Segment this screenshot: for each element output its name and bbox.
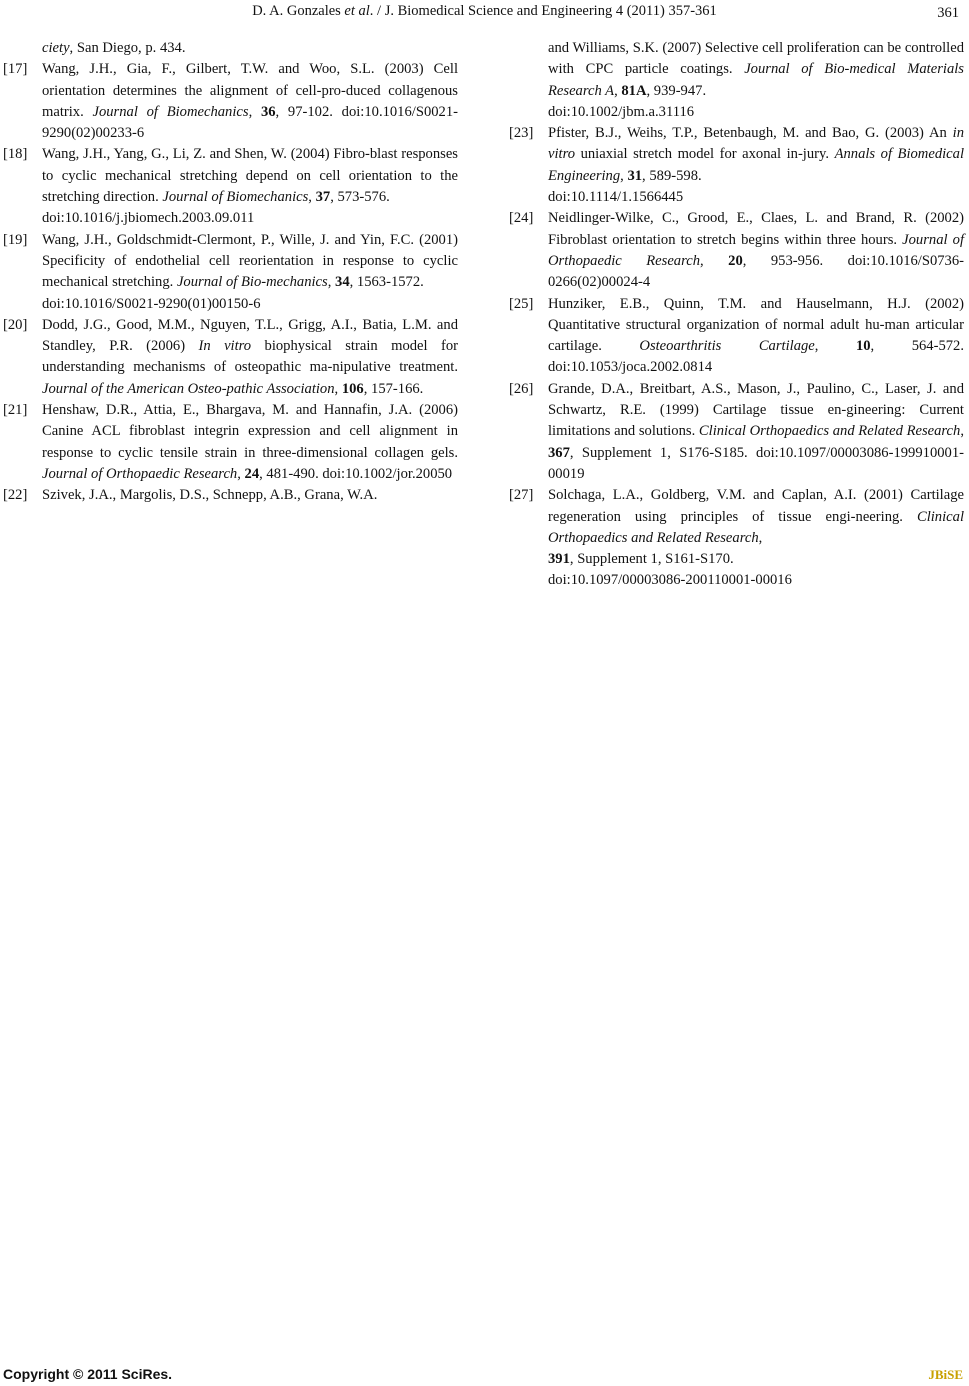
separator: , xyxy=(308,189,316,206)
journal-logo: JBiSE xyxy=(928,1367,963,1382)
reference-volume: 391 xyxy=(548,551,570,568)
reference-number: [19] xyxy=(3,231,28,248)
reference-journal: Journal of Bio-medical Materials Research A xyxy=(548,61,964,99)
continuation-italic: ciety xyxy=(42,40,70,56)
reference-pages: , 564-572. doi:10.1053/joca.2002.0814 xyxy=(548,338,965,376)
reference-journal: Journal of Orthopaedic Research xyxy=(42,465,238,482)
reference-20 xyxy=(3,315,458,400)
right-column xyxy=(509,38,964,592)
reference-volume: 24 xyxy=(244,465,260,482)
reference-pages: , 589-598. xyxy=(642,167,702,184)
reference-number: [21] xyxy=(3,402,28,419)
reference-volume: 10 xyxy=(855,338,871,355)
reference-26 xyxy=(509,379,964,485)
running-head-authors: D. A. Gonzales xyxy=(252,3,345,19)
page-number: 361 xyxy=(937,5,959,21)
reference-volume: 81A xyxy=(621,82,647,99)
reference-19 xyxy=(3,230,458,315)
running-head-etal: et al xyxy=(344,3,370,19)
reference-pages: , 939-947. xyxy=(646,82,707,99)
separator: , xyxy=(327,274,336,291)
separator: , xyxy=(248,103,261,120)
reference-text: Dodd, J.G., Good, M.M., Nguyen, T.L., Grigg, A.I., Batia, L.M. and Standley, P.R. (2006) xyxy=(42,316,458,355)
reference-pages: , 157-166. xyxy=(363,380,424,397)
reference-journal: Clinical Orthopaedics and Related Research xyxy=(548,508,964,546)
reference-27 xyxy=(509,485,964,591)
reference-text: uniaxial stretch model for axonal in-jury. xyxy=(575,146,835,163)
reference-25 xyxy=(509,294,964,379)
reference-18 xyxy=(3,144,458,229)
reference-text: Wang, J.H., Goldschmidt-Clermont, P., Wille, J. and Yin, F.C. (2001) Specificity of endothelial cell reorientation in response to cyclic mechanical stretching. xyxy=(42,231,458,291)
reference-number: [17] xyxy=(3,61,28,78)
reference-journal: Journal of Orthopaedic Research xyxy=(548,231,964,269)
reference-number: [18] xyxy=(3,146,28,163)
reference-number: [24] xyxy=(509,210,534,227)
continuation-text: , San Diego, p. 434. xyxy=(69,40,186,56)
reference-journal: Journal of Biomechanics xyxy=(92,103,249,120)
left-column xyxy=(3,38,458,507)
reference-doi: doi:10.1002/jbm.a.31116 xyxy=(548,103,695,120)
reference-volume: 31 xyxy=(627,167,643,184)
reference-text: Henshaw, D.R., Attia, E., Bhargava, M. and Hannafin, J.A. (2006) Canine ACL fibroblast integrin expression and cell alignment in response to cyclic tensile strain in three-dimensional collagen gels. xyxy=(42,402,458,461)
reference-journal: Journal of Bio-mechanics xyxy=(176,274,328,291)
reference-21 xyxy=(3,400,458,485)
reference-volume: 367 xyxy=(548,444,570,461)
reference-journal: Osteoarthritis Cartilage xyxy=(639,338,815,355)
reference-number: [22] xyxy=(3,487,28,504)
reference-doi: doi:10.1114/1.1566445 xyxy=(548,189,684,206)
reference-volume: 34 xyxy=(335,274,350,291)
separator: , xyxy=(758,529,763,546)
page-footer xyxy=(0,1366,969,1386)
separator: , xyxy=(237,465,245,482)
reference-journal: Annals of Biomedical Engineering xyxy=(548,146,965,184)
page-header xyxy=(0,3,969,23)
reference-number: [27] xyxy=(509,487,534,504)
reference-volume: 36 xyxy=(260,103,276,120)
reference-italic-term: in vitro xyxy=(548,125,964,163)
reference-journal: Clinical Orthopaedics and Related Research xyxy=(698,423,961,440)
reference-text: Solchaga, L.A., Goldberg, V.M. and Caplan, A.I. (2001) Cartilage regeneration using principles of tissue engi-neering. xyxy=(548,487,964,525)
reference-number: [25] xyxy=(509,295,534,312)
reference-24 xyxy=(509,208,964,293)
separator: , xyxy=(614,82,622,99)
separator: , xyxy=(334,380,342,397)
reference-text: Hunziker, E.B., Quinn, T.M. and Hauselmann, H.J. (2002) Quantitative structural organization of normal adult hu-man articular cartilage. xyxy=(548,295,964,355)
separator: , xyxy=(700,252,729,269)
reference-text: and Williams, S.K. (2007) Selective cell proliferation can be controlled with CPC particle coatings. xyxy=(548,40,964,78)
reference-pages: , 481-490. doi:10.1002/jor.20050 xyxy=(259,465,453,482)
reference-17 xyxy=(3,59,458,144)
reference-pages: , Supplement 1, S161-S170. xyxy=(569,551,734,568)
reference-continuation xyxy=(3,38,458,59)
reference-text: Pfister, B.J., Weihs, T.P., Betenbaugh, M. and Bao, G. (2003) An xyxy=(548,125,953,142)
reference-doi: doi:10.1016/S0021-9290(01)00150-6 xyxy=(42,295,261,312)
running-head xyxy=(0,3,969,20)
separator: , xyxy=(814,338,856,355)
separator: , xyxy=(620,167,628,184)
reference-pages: , 1563-1572. xyxy=(349,274,424,291)
reference-text: Wang, J.H., Yang, G., Li, Z. and Shen, W. (2004) Fibro-blast responses to cyclic mechanical stretching depend on cell orientation to the stretching direction. xyxy=(42,146,458,206)
reference-doi: doi:10.1016/j.jbiomech.2003.09.011 xyxy=(42,210,255,227)
reference-journal: Journal of Biomechanics xyxy=(162,189,309,206)
reference-volume: 37 xyxy=(315,189,331,206)
reference-text: biophysical strain model for understanding mechanisms of osteopathic ma-nipulative treatment. xyxy=(42,338,459,376)
reference-text: Grande, D.A., Breitbart, A.S., Mason, J., Paulino, C., Laser, J. and Schwartz, R.E. (1999) Cartilage tissue en-gineering: Current limitations and solutions. xyxy=(548,380,964,440)
reference-pages: , 953-956. doi:10.1016/S0736-0266(02)00024-4 xyxy=(548,252,964,291)
reference-pages: , 97-102. doi:10.1016/S0021-9290(02)00233-6 xyxy=(42,103,458,142)
reference-pages: , 573-576. xyxy=(330,189,390,206)
reference-number: [26] xyxy=(509,380,534,397)
reference-22 xyxy=(3,485,458,506)
reference-text: Wang, J.H., Gia, F., Gilbert, T.W. and Woo, S.L. (2003) Cell orientation determines the alignment of cell-pro-duced collagenous matrix. xyxy=(42,61,458,120)
reference-text: Neidlinger-Wilke, C., Grood, E., Claes, L. and Brand, R. (2002) Fibroblast orientation to stretch begins within three hours. xyxy=(548,210,964,248)
reference-number: [20] xyxy=(3,316,28,333)
reference-italic-term: In vitro xyxy=(198,338,252,355)
reference-volume: 20 xyxy=(728,252,743,269)
reference-doi: doi:10.1097/00003086-200110001-00016 xyxy=(548,572,792,589)
running-head-journal: . / J. Biomedical Science and Engineering 4 (2011) 357-361 xyxy=(369,3,717,19)
reference-volume: 106 xyxy=(341,380,364,397)
reference-23 xyxy=(509,123,964,208)
reference-pages: , Supplement 1, S176-S185. doi:10.1097/00003086-199910001-00019 xyxy=(548,444,964,482)
reference-journal: Journal of the American Osteo-pathic Association xyxy=(42,380,335,397)
reference-number: [23] xyxy=(509,125,534,142)
reference-text: Szivek, J.A., Margolis, D.S., Schnepp, A.B., Grana, W.A. xyxy=(42,487,378,504)
separator: , xyxy=(960,423,964,440)
reference-continuation xyxy=(509,38,964,123)
copyright-notice: Copyright © 2011 SciRes. xyxy=(3,1366,173,1382)
